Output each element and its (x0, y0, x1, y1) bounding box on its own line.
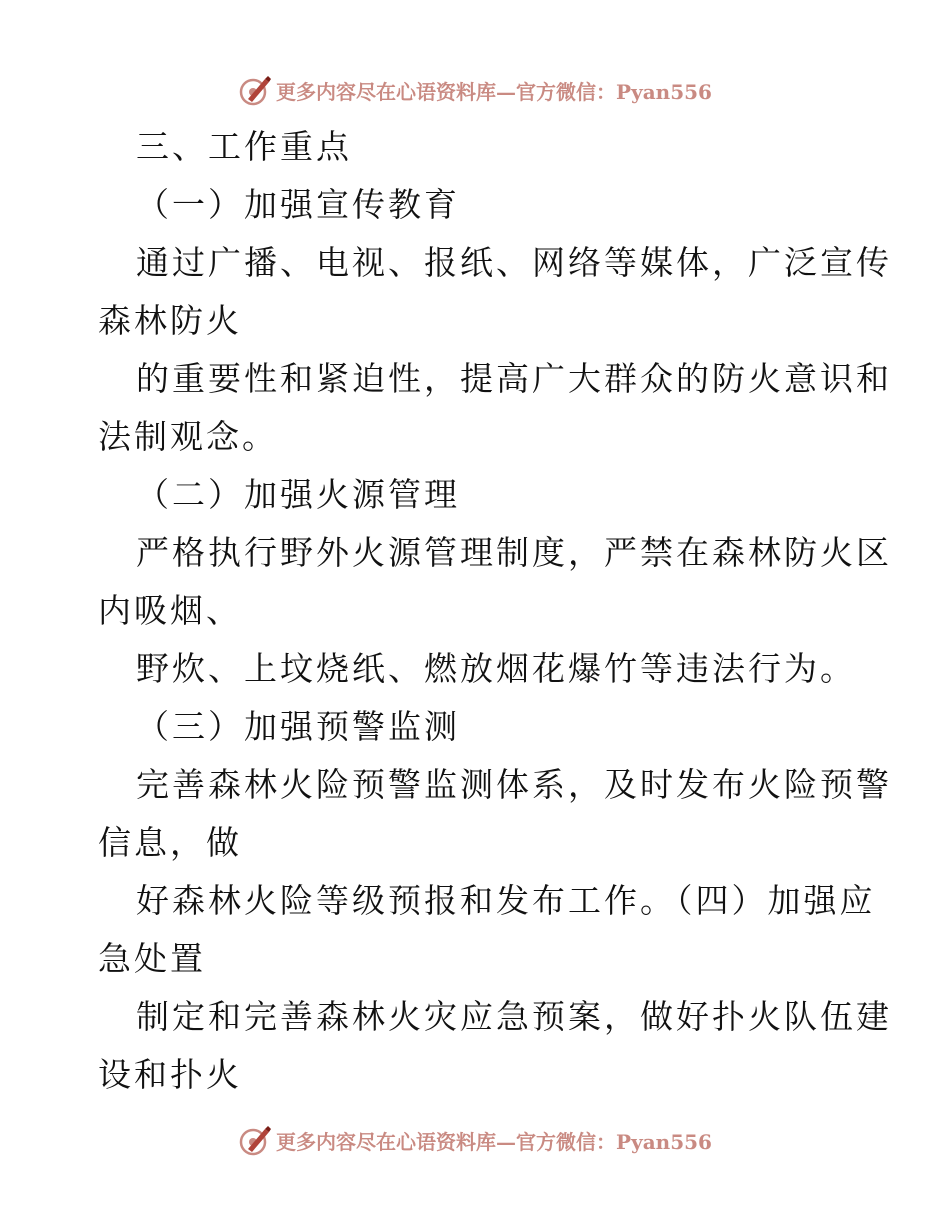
body-line: 野炊、上坟烧纸、燃放烟花爆竹等违法行为。 (136, 649, 856, 688)
body-line: 的重要性和紧迫性，提高广大群众的防火意识和 (136, 359, 892, 398)
header-watermark (0, 70, 950, 110)
body-line: 森林防火 (98, 301, 242, 340)
watermark-text: 更多内容尽在心语资料库—官方微信：Pyan556 (276, 1129, 712, 1154)
subsection-heading: （二）加强火源管理 (136, 475, 460, 514)
watermark-text: 更多内容尽在心语资料库—官方微信：Pyan556 (276, 79, 712, 104)
body-line: 设和扑火 (98, 1055, 242, 1094)
pen-logo-icon (238, 1123, 272, 1157)
footer-watermark (0, 1120, 950, 1160)
body-line: 制定和完善森林火灾应急预案，做好扑火队伍建 (136, 997, 892, 1036)
pen-logo-icon (238, 73, 272, 107)
body-line: 内吸烟、 (98, 591, 242, 630)
body-line: 好森林火险等级预报和发布工作。（四）加强应 (136, 881, 876, 920)
body-line: 法制观念。 (98, 417, 278, 456)
body-line: 严格执行野外火源管理制度，严禁在森林防火区 (136, 533, 892, 572)
subsection-heading: （三）加强预警监测 (136, 707, 460, 746)
body-line: 通过广播、电视、报纸、网络等媒体，广泛宣传 (136, 243, 892, 282)
body-line: 完善森林火险预警监测体系，及时发布火险预警 (136, 765, 892, 804)
body-line: 急处置 (98, 939, 206, 978)
body-line: 信息，做 (98, 823, 242, 862)
subsection-heading: （一）加强宣传教育 (136, 185, 460, 224)
document-body (98, 118, 892, 1104)
section-heading: 三、工作重点 (136, 127, 352, 166)
